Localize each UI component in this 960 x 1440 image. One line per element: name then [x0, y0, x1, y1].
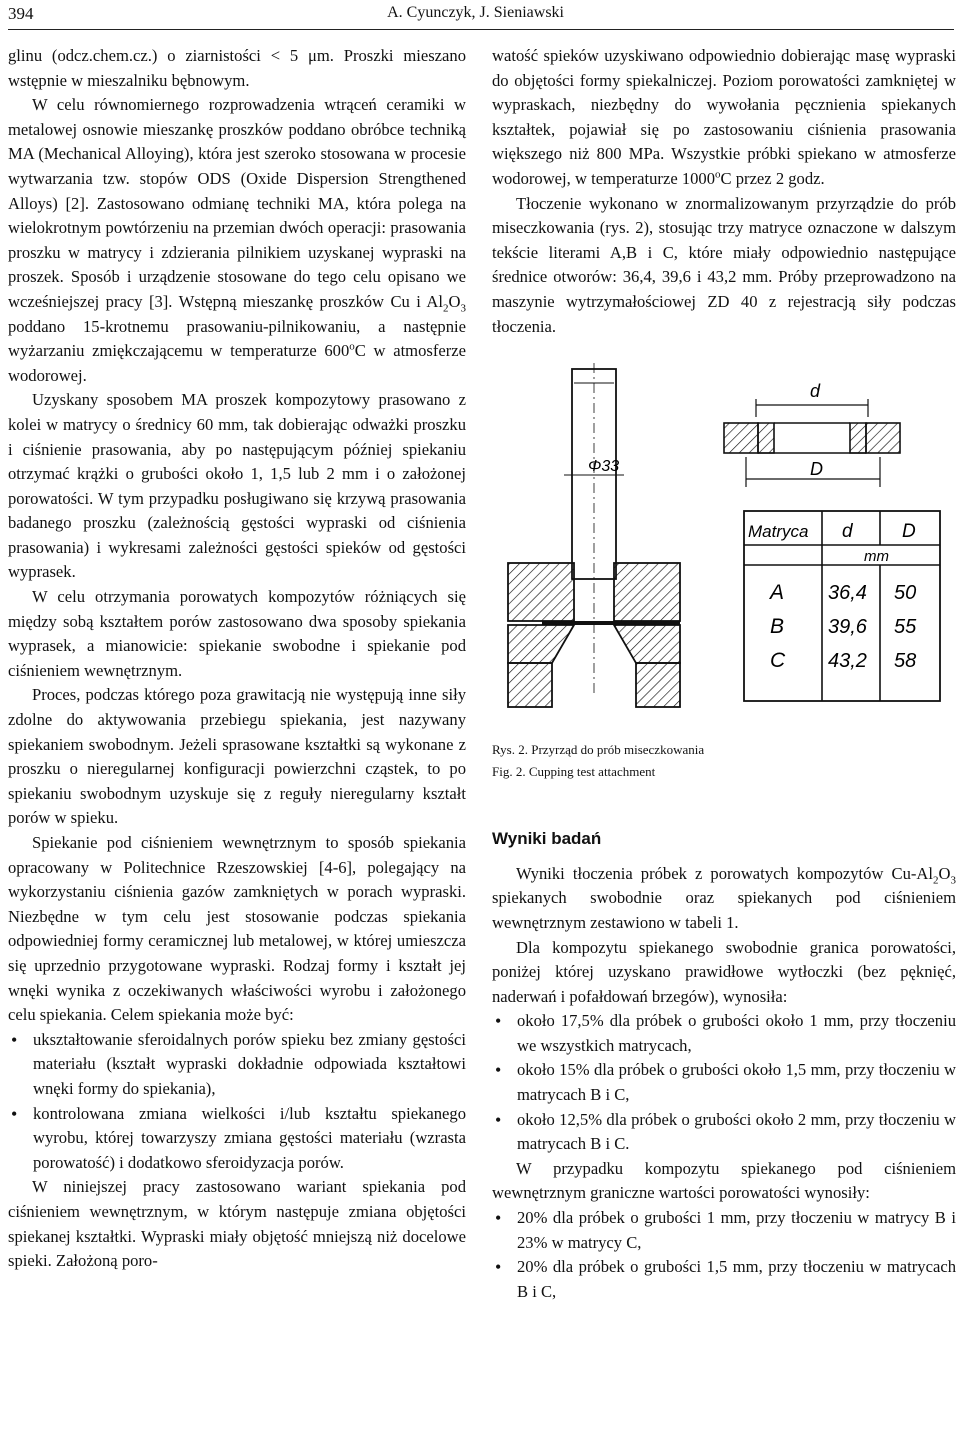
paragraph: [492, 44, 956, 192]
paragraph: W celu otrzymania porowatych kompozytów różniących się między sobą kształtem porów zastosowano dwa sposoby spiekania wyprasek, a mianowicie: spiekanie swobodne i spiekanie pod ciśnieniem wewnętrznym.: [8, 587, 466, 680]
superscript: o: [715, 168, 721, 181]
bullet-list: [8, 1028, 466, 1176]
bullet-list: [492, 1009, 956, 1157]
running-authors: A. Cyunczyk, J. Sieniawski: [387, 4, 564, 21]
table-cell-D: 50: [894, 582, 917, 605]
page-number: 394: [8, 4, 34, 23]
list-item: • około 17,5% dla próbek o grubości około 1 mm, przy tłoczeniu we wszystkich matrycach,: [492, 1009, 956, 1058]
dim-label-phi: Φ33: [588, 458, 620, 476]
running-header: [0, 0, 960, 32]
left-column: [8, 44, 466, 1274]
paragraph: Uzyskany sposobem MA proszek kompozytowy prasowano z kolei w matrycy o średnicy 60 mm, tak dobierając odważki proszku i ciśnienie prasowania, aby po następującym później spiekaniu otrzymać krążki o grubości około 1, 1,5 lub 2 mm i o założonej porowatości. W tym przypadku posługiwano się krzywą prasowania badanego proszku (zależnością gęstości wypraski od ciśnienia prasowania) i wykresami zależności gęstości spieków od gęstości wyprasek.: [8, 390, 466, 582]
dim-label-D: D: [810, 459, 823, 480]
text-run: Wyniki tłoczenia próbek z porowatych kompozytów Cu-Al: [516, 863, 934, 883]
subscript: 3: [460, 302, 466, 315]
subscript: 3: [950, 874, 956, 887]
subscript: 2: [443, 302, 449, 315]
table-cell-d: 39,6: [828, 616, 867, 639]
text-run: W celu równomiernego rozprowadzenia wtrąceń ceramiki w metalowej osnowie mieszankę proszków poddano obróbce techniką MA (Mechanical Alloying), która jest szeroko stosowana w procesie wytwarzania tzw. stopów ODS (Oxide Dispersion Strengthened Alloys) [2]. Zastosowano odmianę techniki MA, która polega na wielokrotnym powtórzeniu na przemian dwóch operacji: prasowania proszku w matrycy i zdzierania pilnikiem uzyskanej wypraski na proszek. Sposób i urządzenie stosowane do tego celu opisano we wcześniejszej pracy [3]. Wstępną mieszankę proszków Cu i Al: [8, 95, 466, 311]
die-dimension-table: [744, 511, 940, 701]
punch-assembly: [508, 363, 680, 707]
subscript: 2: [933, 874, 939, 887]
paragraph: Spiekanie pod ciśnieniem wewnętrznym to sposób spiekania opracowany w Politechnice Rzeszowskiej [4-6], polegający na wykorzystaniu ciśnienia gazów zamkniętych w porach wypraski. Niezbędne w tym celu jest stosowanie podczas spiekania odpowiedniej formy ceramicznej lub metalowej, w której umieszcza się uprzednio przygotowane wypraski. Rodzaj formy i kształt jej wnęki wynika z oczekiwanych właściwości wyrobu i założonego celu spiekania. Celem spiekania może być:: [8, 833, 466, 1025]
paragraph: W niniejszej pracy zastosowano wariant spiekania pod ciśnieniem wewnętrznym, w którym następuje zmiana objętości spiekanej kształtki. Wypraski miały objętość mniejszą niż docelowe spieki. Założoną poro-: [8, 1177, 466, 1271]
paragraph: Dla kompozytu spiekanego swobodnie granica porowatości, poniżej której uzyskano prawidłowe wytłoczki (bez pęknięć, naderwań i pofałdowań brzegów), wynosiła:: [492, 937, 956, 1006]
text-run: O: [448, 291, 461, 311]
table-cell-matrix: A: [770, 581, 785, 605]
table-cell-D: 58: [894, 650, 917, 673]
paragraph: [492, 862, 956, 936]
paragraph: glinu (odcz.chem.cz.) o ziarnistości < 5 μm. Proszki mieszano wstępnie w mieszalniku bębnowym.: [8, 46, 466, 90]
right-column: [492, 44, 956, 1304]
superscript: o: [349, 340, 355, 353]
technical-drawing: [492, 363, 956, 739]
list-item: • około 15% dla próbek o grubości około 1,5 mm, przy tłoczeniu w matrycach B i C,: [492, 1058, 956, 1107]
table-cell-d: 43,2: [828, 650, 867, 673]
table-header-d: d: [842, 521, 853, 543]
section-heading: Wyniki badań: [492, 829, 602, 849]
text-run: C w atmosferze wodorowej.: [8, 341, 466, 385]
dim-label-d: d: [810, 381, 821, 402]
text-run: C przez 2 godz.: [720, 168, 825, 188]
text-run: poddano 15-krotnemu prasowaniu-pilnikowaniu, a następnie wyżarzaniu zmiękczającemu w temperaturze 600: [8, 316, 466, 361]
figure-caption-en: Fig. 2. Cupping test attachment: [492, 764, 656, 780]
table-cell-matrix: B: [770, 615, 785, 639]
table-header-unit: mm: [864, 548, 889, 566]
figure-cupping-attachment: [492, 363, 956, 739]
paragraph: W przypadku kompozytu spiekanego pod ciśnieniem wewnętrznym graniczne wartości porowatości wynosiły:: [492, 1158, 956, 1203]
list-item: • 20% dla próbek o grubości 1,5 mm, przy tłoczeniu w matrycach B i C,: [492, 1255, 956, 1304]
table-cell-d: 36,4: [828, 582, 867, 605]
table-cell-matrix: C: [770, 649, 786, 673]
paragraph-ma-technique: [8, 93, 466, 388]
text-run: O: [938, 863, 951, 883]
list-item: • około 12,5% dla próbek o grubości około 2 mm, przy tłoczeniu w matrycach B i C.: [492, 1108, 956, 1157]
text-run: watość spieków uzyskiwano odpowiednio dobierając masę wypraski do objętości formy spiekalniczej. Poziom porowatości zamkniętej w wypraskach, niezbędny do wywołania pęcznienia spiekanych kształtek, pojawiał się po zastosowaniu ciśnienia prasowania większego niż 800 MPa. Wszystkie próbki spiekano w atmosferze wodorowej, w temperaturze 1000: [492, 46, 956, 188]
header-rule: [8, 29, 954, 30]
list-item: • 20% dla próbek o grubości 1 mm, przy tłoczeniu w matrycy B i 23% w matrycy C,: [492, 1206, 956, 1255]
table-header-D: D: [902, 521, 916, 543]
die-detail: [724, 381, 900, 487]
table-header-matrix: Matryca: [748, 522, 809, 542]
list-item: • kontrolowana zmiana wielkości i/lub kształtu spiekanego wyrobu, której towarzyszy zmiana gęstości materiału (wzrasta porowatość) i dodatkowo sferoidyzacja porów.: [8, 1102, 466, 1176]
table-cell-D: 55: [894, 616, 917, 639]
list-item: • ukształtowanie sferoidalnych porów spieku bez zmiany gęstości materiału (kształt wypraski dokładnie odpowiada kształtowi wnęki formy do spiekania),: [8, 1028, 466, 1102]
bullet-list: [492, 1206, 956, 1304]
paragraph: Tłoczenie wykonano w znormalizowanym przyrządzie do prób miseczkowania (rys. 2), stosując trzy matryce oznaczone w dalszym tekście literami A,B i C, które miały odpowiednio następujące średnice otworów: 36,4, 39,6 i 43,2 mm. Próby przeprowadzono na maszynie wytrzymałościowej ZD 40 z rejestracją siły podczas tłoczenia.: [492, 193, 956, 336]
paragraph: Proces, podczas którego poza grawitacją nie występują inne siły zdolne do aktywowania przebiegu spiekania, jest nazywany spiekaniem swobodnym. Jeżeli sprasowane kształtki są wykonane z proszku o nieregularnej konfiguracji powierzchni cząstek, to po spiekaniu swobodnym uzyskuje się z reguły nieregularny kształt porów w spieku.: [8, 685, 466, 828]
text-run: spiekanych swobodnie oraz spiekanych pod ciśnieniem wewnętrznym zestawiono w tabeli 1.: [492, 888, 956, 932]
figure-caption-pl: Rys. 2. Przyrząd do prób miseczkowania: [492, 742, 705, 758]
